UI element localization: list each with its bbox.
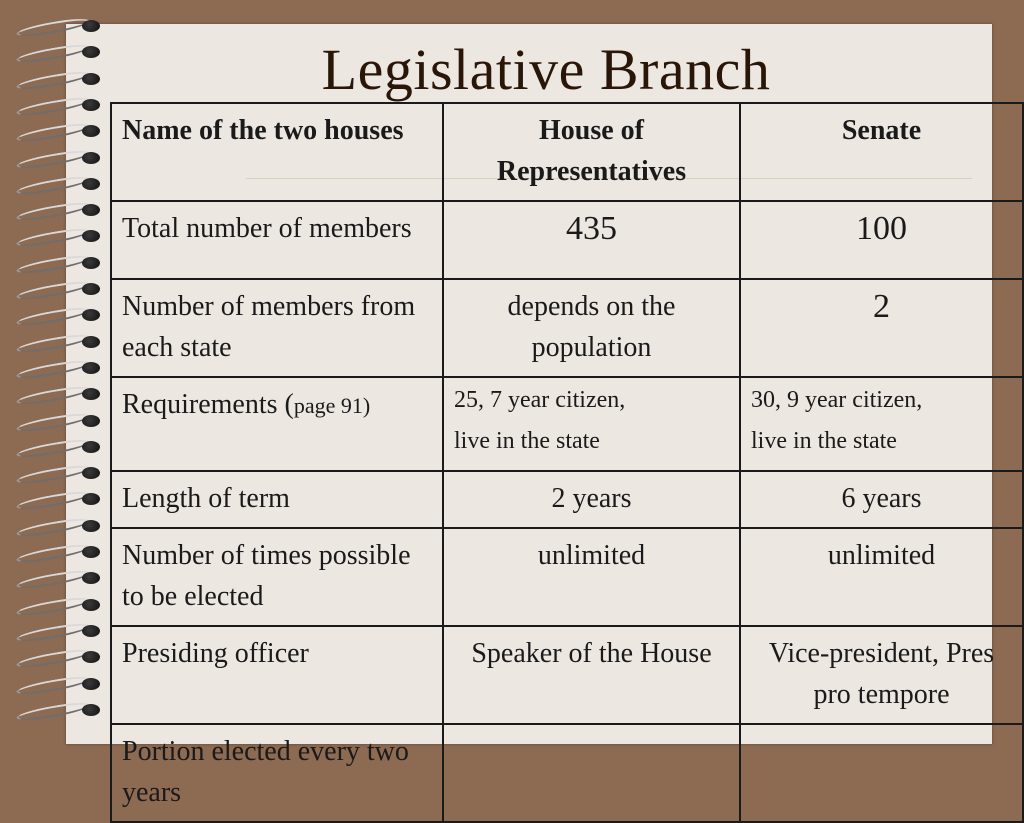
punch-hole xyxy=(82,20,100,32)
spiral-coil xyxy=(16,336,94,348)
coil-wire xyxy=(16,305,91,329)
punch-hole xyxy=(82,230,100,242)
punch-hole xyxy=(82,309,100,321)
senate-cell: 100 xyxy=(740,201,1023,279)
coil-wire xyxy=(16,121,91,145)
house-cell xyxy=(443,724,740,822)
table-header-row xyxy=(111,103,1023,201)
senate-cell: 6 years xyxy=(740,471,1023,528)
spiral-coil xyxy=(16,572,94,584)
header-senate: Senate xyxy=(740,103,1023,201)
spiral-coil xyxy=(16,625,94,637)
punch-hole xyxy=(82,178,100,190)
senate-cell xyxy=(740,724,1023,822)
punch-hole xyxy=(82,704,100,716)
spiral-coil xyxy=(16,678,94,690)
punch-hole xyxy=(82,678,100,690)
coil-wire xyxy=(16,542,91,566)
punch-hole xyxy=(82,336,100,348)
table-row xyxy=(111,528,1023,626)
row-label xyxy=(111,377,443,471)
house-cell: 2 years xyxy=(443,471,740,528)
row-label: Portion elected every two years xyxy=(111,724,443,822)
row-label: Presiding officer xyxy=(111,626,443,724)
coil-wire xyxy=(16,226,91,250)
spiral-binding xyxy=(0,20,120,760)
spiral-coil xyxy=(16,20,94,32)
coil-wire xyxy=(16,515,91,539)
house-requirement-line: live in the state xyxy=(454,428,600,454)
punch-hole xyxy=(82,599,100,611)
spiral-coil xyxy=(16,388,94,400)
punch-hole xyxy=(82,125,100,137)
spiral-coil xyxy=(16,362,94,374)
spiral-coil xyxy=(16,441,94,453)
table-row xyxy=(111,377,1023,471)
spiral-coil xyxy=(16,415,94,427)
punch-hole xyxy=(82,257,100,269)
table-row xyxy=(111,724,1023,822)
spiral-coil xyxy=(16,520,94,532)
punch-hole xyxy=(82,152,100,164)
header-name-of-houses: Name of the two houses xyxy=(111,103,443,201)
spiral-coil xyxy=(16,178,94,190)
coil-wire xyxy=(16,621,91,645)
coil-wire xyxy=(16,173,91,197)
senate-requirement-line: live in the state xyxy=(751,428,897,454)
coil-wire xyxy=(16,489,91,513)
senate-requirement-line: 30, 9 year citizen, xyxy=(751,387,923,413)
punch-hole xyxy=(82,388,100,400)
coil-wire xyxy=(16,252,91,276)
punch-hole xyxy=(82,651,100,663)
slide-title: Legislative Branch xyxy=(321,37,771,102)
house-cell xyxy=(443,377,740,471)
spiral-coil xyxy=(16,257,94,269)
coil-wire xyxy=(16,200,91,224)
punch-hole xyxy=(82,204,100,216)
coil-wire xyxy=(16,647,91,671)
coil-wire xyxy=(16,358,91,382)
house-cell: unlimited xyxy=(443,528,740,626)
senate-cell: unlimited xyxy=(740,528,1023,626)
coil-wire xyxy=(16,410,91,434)
table-row xyxy=(111,471,1023,528)
coil-wire xyxy=(16,384,91,408)
table-row xyxy=(111,626,1023,724)
coil-wire xyxy=(16,594,91,618)
spiral-coil xyxy=(16,599,94,611)
spiral-coil xyxy=(16,152,94,164)
punch-hole xyxy=(82,415,100,427)
punch-hole xyxy=(82,625,100,637)
header-house: House of Representatives xyxy=(443,103,740,201)
spiral-coil xyxy=(16,467,94,479)
spiral-coil xyxy=(16,651,94,663)
spiral-coil xyxy=(16,125,94,137)
spiral-coil xyxy=(16,493,94,505)
coil-wire xyxy=(16,463,91,487)
spiral-coil xyxy=(16,704,94,716)
spiral-coil xyxy=(16,283,94,295)
page-reference: page 91) xyxy=(293,393,371,418)
punch-hole xyxy=(82,572,100,584)
punch-hole xyxy=(82,546,100,558)
coil-wire xyxy=(16,331,91,355)
row-label: Number of times possible to be elected xyxy=(111,528,443,626)
spiral-coil xyxy=(16,546,94,558)
punch-hole xyxy=(82,362,100,374)
spiral-coil xyxy=(16,230,94,242)
punch-hole xyxy=(82,441,100,453)
table-row xyxy=(111,279,1023,377)
row-label: Total number of members xyxy=(111,201,443,279)
coil-wire xyxy=(16,673,91,697)
row-label: Length of term xyxy=(111,471,443,528)
spiral-coil xyxy=(16,309,94,321)
coil-wire xyxy=(16,568,91,592)
coil-wire xyxy=(16,699,91,723)
punch-hole xyxy=(82,520,100,532)
house-requirement-line: 25, 7 year citizen, xyxy=(454,387,626,413)
senate-cell: Vice-president, Pres pro tempore xyxy=(740,626,1023,724)
table-row xyxy=(111,201,1023,279)
punch-hole xyxy=(82,493,100,505)
punch-hole xyxy=(82,283,100,295)
coil-wire xyxy=(16,147,91,171)
row-label: Number of members from each state xyxy=(111,279,443,377)
coil-wire xyxy=(16,279,91,303)
spiral-coil xyxy=(16,204,94,216)
senate-cell xyxy=(740,377,1023,471)
punch-hole xyxy=(82,467,100,479)
coil-wire xyxy=(16,436,91,460)
house-cell: Speaker of the House xyxy=(443,626,740,724)
house-cell: depends on the population xyxy=(443,279,740,377)
requirements-label: Requirements ( xyxy=(122,389,294,420)
comparison-table xyxy=(110,102,1024,823)
senate-cell: 2 xyxy=(740,279,1023,377)
house-cell: 435 xyxy=(443,201,740,279)
